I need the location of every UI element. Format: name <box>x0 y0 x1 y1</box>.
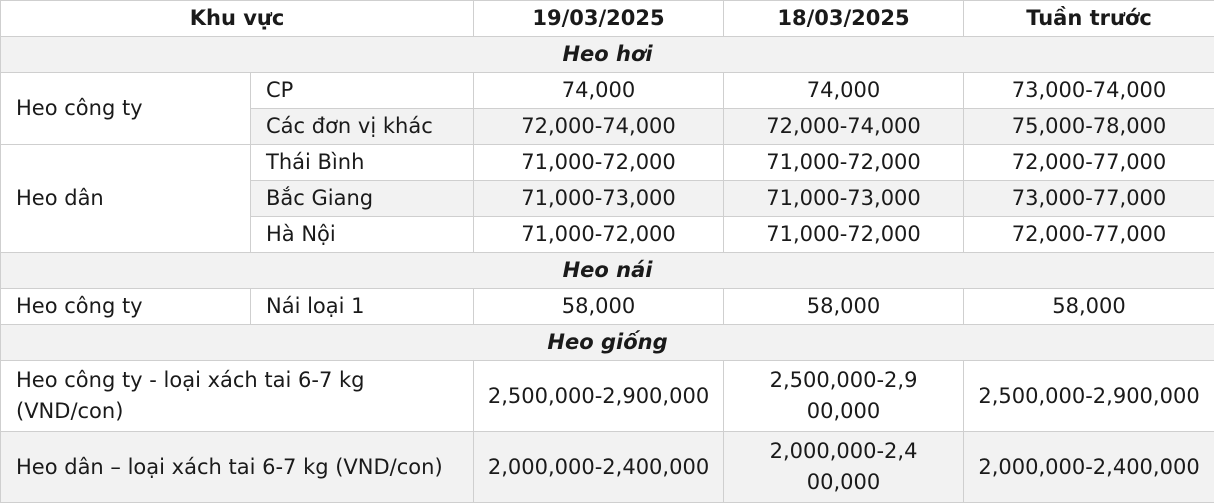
price-prev-week: 73,000-74,000 <box>964 73 1214 109</box>
price-date-1: 71,000-72,000 <box>474 145 724 181</box>
header-region: Khu vực <box>1 1 474 37</box>
price-date-1: 72,000-74,000 <box>474 109 724 145</box>
price-date-1: 74,000 <box>474 73 724 109</box>
price-date-2-text: 2,000,000-2,400,000 <box>769 436 919 498</box>
price-date-2-text: 2,500,000-2,900,000 <box>769 365 919 427</box>
group-label-company: Heo công ty <box>1 73 251 145</box>
table-row <box>1 289 1214 325</box>
sub-region: Nái loại 1 <box>251 289 474 325</box>
section-row-live-hogs <box>1 37 1214 73</box>
section-title-breeding: Heo giống <box>1 325 1214 361</box>
price-prev-week: 2,000,000-2,400,000 <box>964 432 1214 503</box>
group-label-company: Heo công ty <box>1 289 251 325</box>
price-date-1: 71,000-72,000 <box>474 217 724 253</box>
price-prev-week: 2,500,000-2,900,000 <box>964 361 1214 432</box>
section-row-breeding <box>1 325 1214 361</box>
price-date-2: 71,000-73,000 <box>724 181 964 217</box>
price-date-2: 71,000-72,000 <box>724 145 964 181</box>
table-row <box>1 361 1214 432</box>
price-prev-week: 58,000 <box>964 289 1214 325</box>
group-label-farmer: Heo dân <box>1 145 251 253</box>
table-row <box>1 145 1214 181</box>
header-date-2: 18/03/2025 <box>724 1 964 37</box>
table-row <box>1 73 1214 109</box>
breeding-description: Heo dân – loại xách tai 6-7 kg (VND/con) <box>1 432 474 503</box>
price-date-2 <box>724 432 964 503</box>
section-row-sows <box>1 253 1214 289</box>
sub-region: Thái Bình <box>251 145 474 181</box>
price-prev-week: 75,000-78,000 <box>964 109 1214 145</box>
price-date-2: 74,000 <box>724 73 964 109</box>
breeding-description: Heo công ty - loại xách tai 6-7 kg (VND/con) <box>1 361 474 432</box>
sub-region: Các đơn vị khác <box>251 109 474 145</box>
price-date-1: 58,000 <box>474 289 724 325</box>
price-prev-week: 73,000-77,000 <box>964 181 1214 217</box>
header-row <box>1 1 1214 37</box>
price-date-1: 2,000,000-2,400,000 <box>474 432 724 503</box>
price-date-1: 2,500,000-2,900,000 <box>474 361 724 432</box>
price-date-2: 58,000 <box>724 289 964 325</box>
price-date-1: 71,000-73,000 <box>474 181 724 217</box>
table-row <box>1 432 1214 503</box>
sub-region: CP <box>251 73 474 109</box>
sub-region: Hà Nội <box>251 217 474 253</box>
price-prev-week: 72,000-77,000 <box>964 145 1214 181</box>
sub-region: Bắc Giang <box>251 181 474 217</box>
price-date-2: 71,000-72,000 <box>724 217 964 253</box>
price-date-2 <box>724 361 964 432</box>
section-title-sows: Heo nái <box>1 253 1214 289</box>
price-date-2: 72,000-74,000 <box>724 109 964 145</box>
header-prev-week: Tuần trước <box>964 1 1214 37</box>
price-prev-week: 72,000-77,000 <box>964 217 1214 253</box>
section-title-live-hogs: Heo hơi <box>1 37 1214 73</box>
header-date-1: 19/03/2025 <box>474 1 724 37</box>
